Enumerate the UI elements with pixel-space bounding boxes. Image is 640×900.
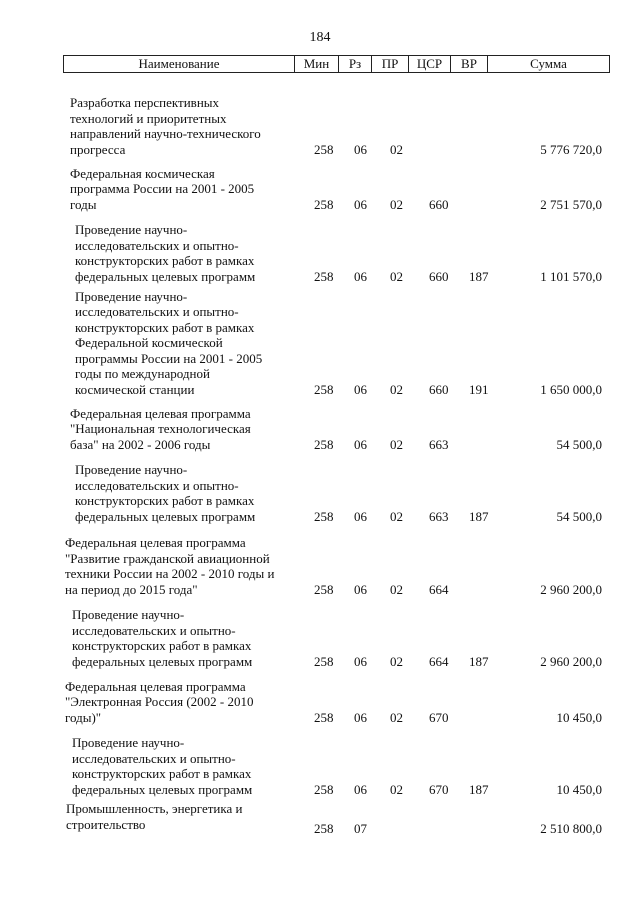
row-pr: 02	[390, 436, 403, 452]
row-pr: 02	[390, 268, 403, 284]
header-name: Наименование	[64, 56, 295, 72]
row-pr: 02	[390, 381, 403, 397]
row-name: Федеральная целевая программа "Национальная технологическая база" на 2002 - 2006 годы	[70, 405, 251, 452]
row-min: 258	[314, 196, 334, 212]
row-pr: 02	[390, 781, 403, 797]
row-name: Федеральная целевая программа "Электронная Россия (2002 - 2010 годы)"	[65, 678, 254, 725]
row-csr: 670	[429, 709, 449, 725]
row-pr: 02	[390, 653, 403, 669]
row-name: Федеральная целевая программа "Развитие гражданской авиационной техники России на 2002 - 2010 годы и на период до 2015 года"	[65, 535, 275, 597]
table-header	[63, 55, 610, 73]
page-number: 184	[309, 30, 331, 45]
row-csr: 670	[429, 781, 449, 797]
row-min: 258	[314, 436, 334, 452]
row-min: 258	[314, 709, 334, 725]
row-min: 258	[314, 381, 334, 397]
row-vr: 191	[469, 381, 489, 397]
row-vr: 187	[469, 781, 489, 797]
row-name: Проведение научно- исследовательских и опытно- конструкторских работ в рамках федеральных целевых программ	[72, 735, 253, 797]
row-sum: 2 751 570,0	[540, 196, 602, 212]
header-sum: Сумма	[530, 56, 567, 71]
row-pr: 02	[390, 141, 403, 157]
row-csr: 664	[429, 653, 449, 669]
row-rz: 06	[354, 653, 367, 669]
row-csr: 660	[429, 381, 449, 397]
row-csr: 663	[429, 508, 449, 524]
table-row	[0, 462, 640, 524]
row-min: 258	[314, 508, 334, 524]
row-csr: 660	[429, 196, 449, 212]
row-sum: 54 500,0	[556, 436, 602, 452]
header-pr: ПР	[372, 56, 409, 72]
header-rz: Рз	[339, 56, 372, 72]
row-rz: 06	[354, 508, 367, 524]
row-sum: 5 776 720,0	[540, 141, 602, 157]
row-csr: 663	[429, 436, 449, 452]
table-row	[0, 405, 640, 452]
row-name: Федеральная космическая программа России на 2001 - 2005 годы	[70, 165, 255, 212]
table-row	[0, 735, 640, 797]
table-row	[0, 288, 640, 397]
row-name: Проведение научно- исследовательских и опытно- конструкторских работ в рамках федеральных целевых программ	[75, 222, 256, 284]
row-csr: 660	[429, 268, 449, 284]
row-rz: 06	[354, 709, 367, 725]
row-sum: 2 510 800,0	[540, 820, 602, 836]
row-sum: 10 450,0	[556, 781, 602, 797]
row-min: 258	[314, 268, 334, 284]
row-sum: 1 101 570,0	[540, 268, 602, 284]
row-min: 258	[314, 141, 334, 157]
row-rz: 06	[354, 436, 367, 452]
table-row	[0, 678, 640, 725]
row-vr: 187	[469, 508, 489, 524]
table-row	[0, 222, 640, 284]
table-row	[0, 801, 640, 836]
row-min: 258	[314, 653, 334, 669]
row-vr: 187	[469, 653, 489, 669]
row-pr: 02	[390, 709, 403, 725]
row-min: 258	[314, 820, 334, 836]
row-sum: 10 450,0	[556, 709, 602, 725]
row-vr: 187	[469, 268, 489, 284]
row-name: Проведение научно- исследовательских и опытно- конструкторских работ в рамках федеральных целевых программ	[72, 607, 253, 669]
header-min: Мин	[295, 56, 339, 72]
row-rz: 06	[354, 781, 367, 797]
row-sum: 54 500,0	[556, 508, 602, 524]
row-pr: 02	[390, 581, 403, 597]
table-row	[0, 535, 640, 597]
row-rz: 06	[354, 381, 367, 397]
row-rz: 06	[354, 196, 367, 212]
table-row	[0, 95, 640, 157]
row-name: Разработка перспективных технологий и приоритетных направлений научно-технического прогресса	[70, 95, 261, 157]
row-sum: 2 960 200,0	[540, 653, 602, 669]
row-pr: 02	[390, 508, 403, 524]
table-row	[0, 165, 640, 212]
row-name: Промышленность, энергетика и строительство	[66, 801, 243, 832]
row-sum: 2 960 200,0	[540, 581, 602, 597]
row-min: 258	[314, 581, 334, 597]
header-vr: ВР	[451, 56, 488, 72]
row-rz: 06	[354, 581, 367, 597]
row-pr: 02	[390, 196, 403, 212]
row-name: Проведение научно- исследовательских и опытно- конструкторских работ в рамках федеральных целевых программ	[75, 462, 256, 524]
row-rz: 06	[354, 268, 367, 284]
row-rz: 06	[354, 141, 367, 157]
header-csr: ЦСР	[409, 56, 451, 72]
row-csr: 664	[429, 581, 449, 597]
row-sum: 1 650 000,0	[540, 381, 602, 397]
table-row	[0, 607, 640, 669]
row-min: 258	[314, 781, 334, 797]
row-name: Проведение научно- исследовательских и опытно- конструкторских работ в рамках Федеральной космической программы России на 2001 - 2005 годы по международной космической станции	[75, 288, 263, 397]
row-rz: 07	[354, 820, 367, 836]
